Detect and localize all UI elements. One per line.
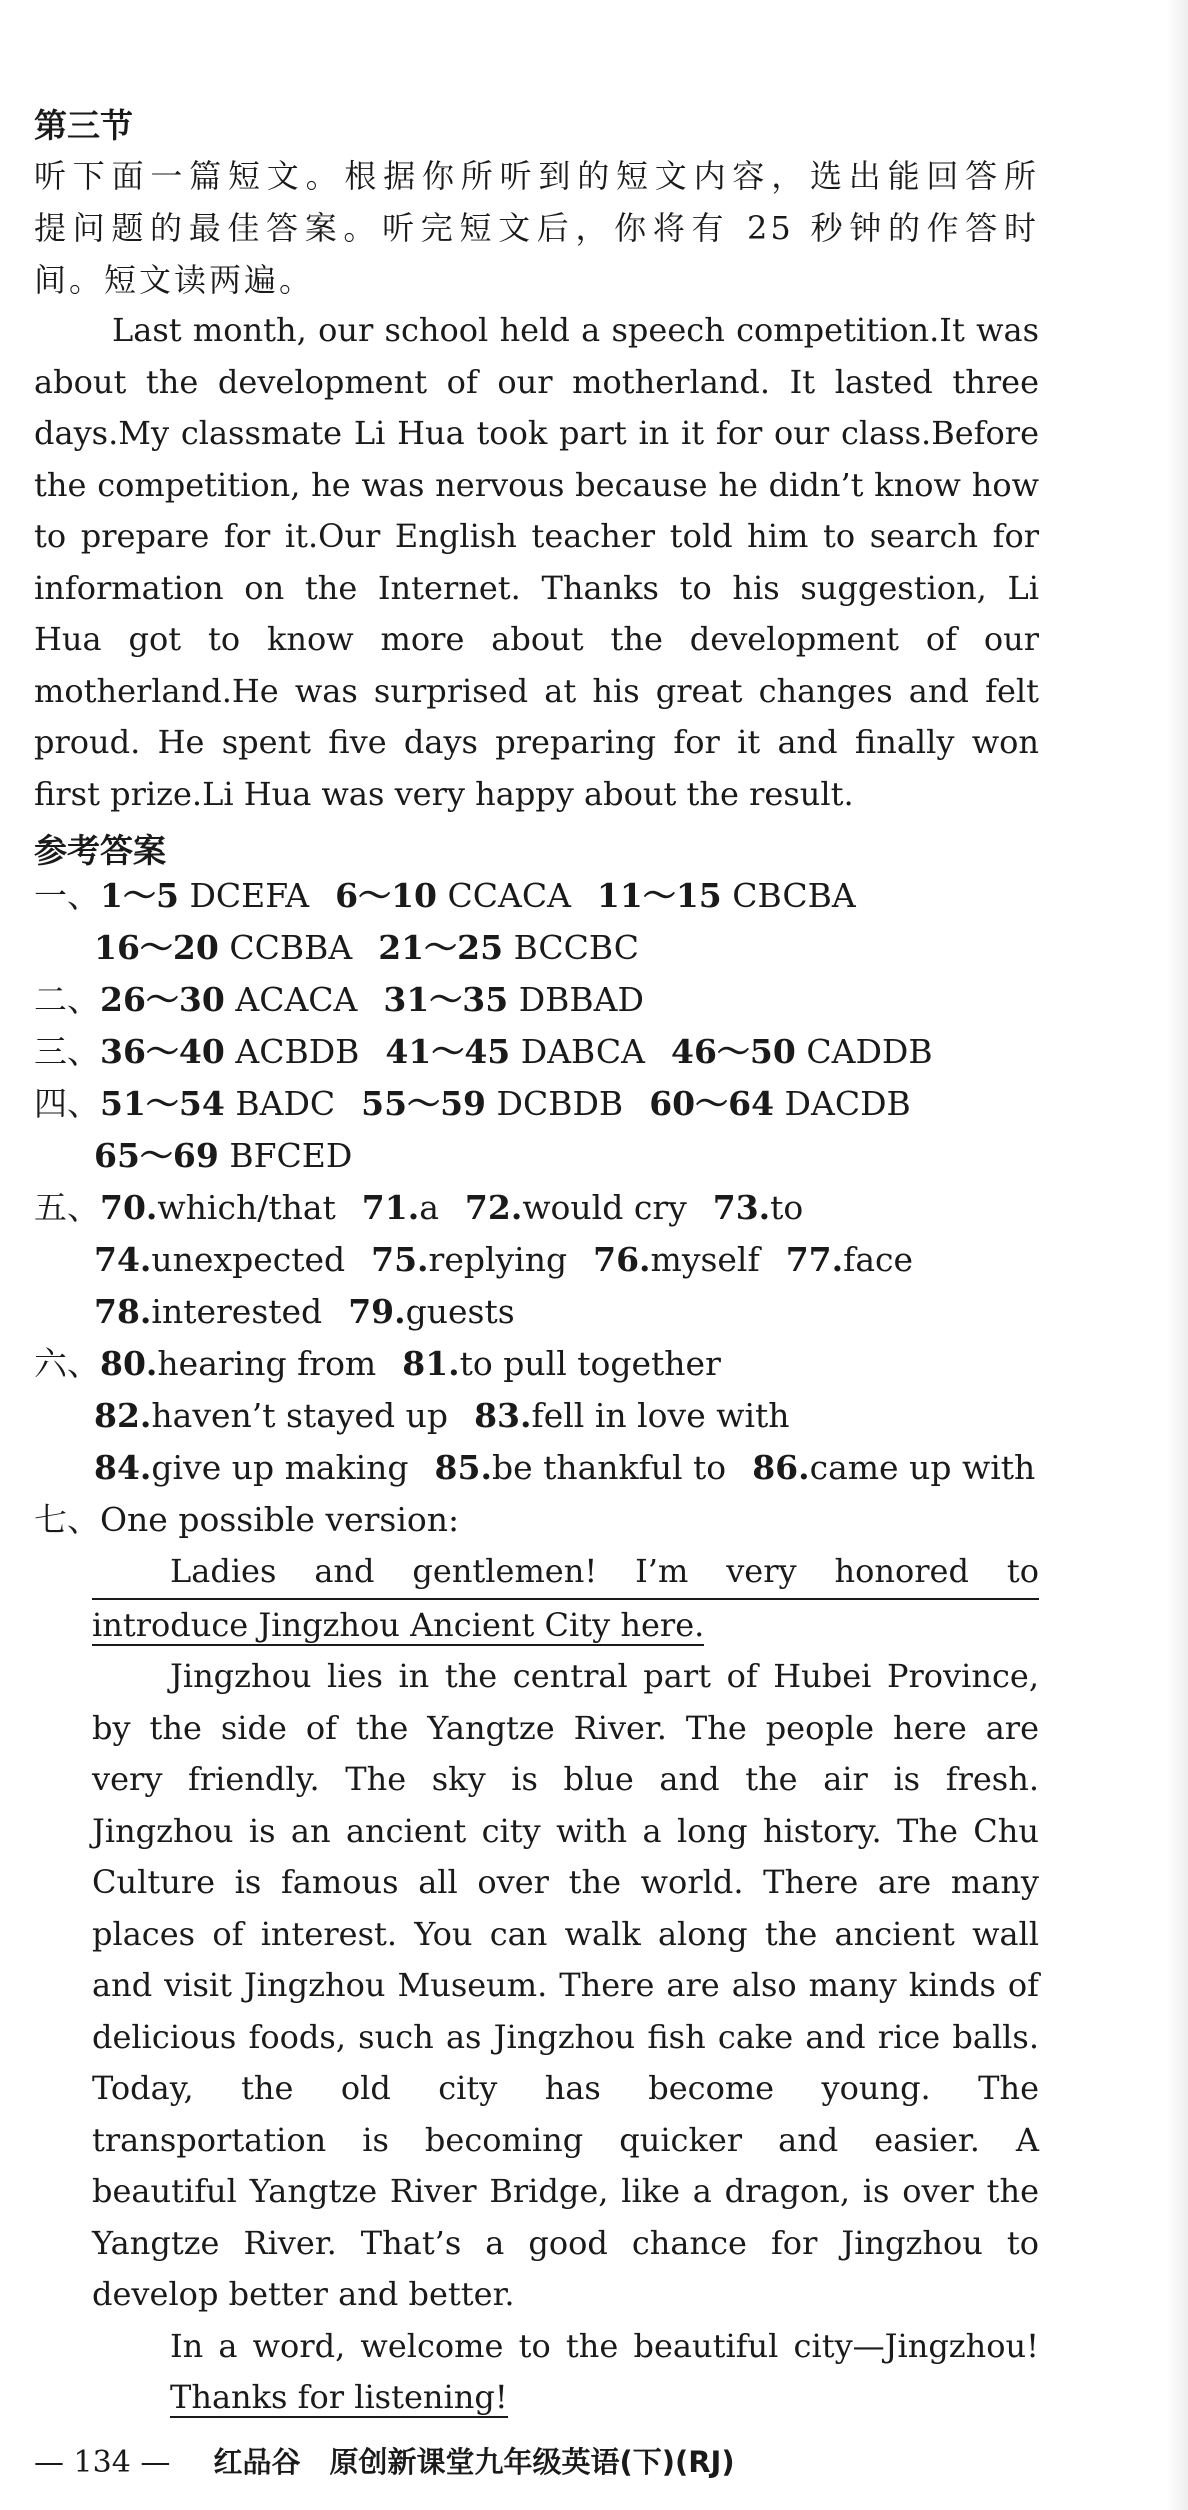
answer-value: DBBAD	[518, 980, 644, 1019]
section-label: 六、	[34, 1344, 100, 1383]
answer-value: fell in love with	[531, 1396, 790, 1435]
page-number: — 134 —	[34, 2445, 171, 2480]
answer-value: BFCED	[229, 1136, 353, 1175]
answer-value: to	[770, 1188, 804, 1227]
section-label: 二、	[34, 980, 100, 1019]
answer-number: 79.	[348, 1292, 406, 1331]
essay-line: very friendly. The sky is blue and the air is fresh.	[92, 1760, 1039, 1798]
answer-number: 83.	[474, 1396, 532, 1435]
instruction-line-3: 间。短文读两遍。	[34, 261, 315, 299]
section-label: 三、	[34, 1032, 100, 1071]
essay-line: Jingzhou lies in the central part of Hubei Province,	[170, 1657, 1039, 1695]
section-label: 五、	[34, 1188, 100, 1227]
answer-number: 26～30	[100, 980, 225, 1019]
section-label: 七、	[34, 1500, 100, 1539]
answer-value: give up making	[151, 1448, 409, 1487]
answer-value: CADDB	[806, 1032, 933, 1071]
answer-value: BCCBC	[513, 928, 640, 967]
answer-number: 21～25	[378, 928, 504, 967]
answer-number: 65～69	[94, 1136, 219, 1175]
answer-number: 76.	[593, 1240, 651, 1279]
answer-number: 60～64	[649, 1084, 775, 1123]
answer-number: 16～20	[94, 928, 219, 967]
answer-value: a	[419, 1188, 439, 1227]
answer-number: 85.	[434, 1448, 492, 1487]
answer-value: CCBBA	[229, 928, 353, 967]
answer-number: 71.	[361, 1188, 420, 1227]
essay-line: beautiful Yangtze River Bridge, like a dragon, is over the	[92, 2172, 1039, 2210]
answer-section-7	[34, 1494, 459, 1546]
answer-number: 86.	[752, 1448, 810, 1487]
passage-line: Hua got to know more about the development of our	[34, 620, 1039, 658]
essay-line: and visit Jingzhou Museum. There are also many kinds of	[92, 1966, 1039, 2004]
answer-number: 1～5	[100, 876, 179, 915]
answer-value: guests	[405, 1292, 515, 1331]
listening-passage	[34, 305, 1039, 820]
essay-line: develop better and better.	[92, 2275, 515, 2313]
essay-closing-line: In a word, welcome to the beautiful city—Jingzhou!	[170, 2326, 1039, 2365]
essay-line: delicious foods, such as Jingzhou fish cake and rice balls.	[92, 2017, 1039, 2056]
passage-line: days.My classmate Li Hua took part in it for our class.Before	[34, 414, 1039, 452]
essay-line: transportation is becoming quicker and easier. A	[92, 2120, 1039, 2159]
answer-number: 11～15	[596, 876, 722, 915]
passage-line: proud. He spent five days preparing for it and finally won	[34, 723, 1039, 761]
answer-number: 51～54	[100, 1084, 225, 1123]
answer-value: DACDB	[784, 1084, 911, 1123]
passage-line: Last month, our school held a speech competition.It was	[112, 311, 1039, 349]
answer-section-5	[34, 1182, 913, 1338]
answer-value: replying	[428, 1240, 568, 1279]
answer-number: 73.	[712, 1188, 771, 1227]
answer-number: 46～50	[671, 1032, 796, 1071]
answer-number: 74.	[94, 1240, 152, 1279]
section-label: 四、	[34, 1084, 100, 1123]
answer-value: came up with	[809, 1448, 1036, 1487]
answer-section-1	[34, 870, 856, 974]
passage-line: information on the Internet. Thanks to his suggestion, Li	[34, 568, 1039, 607]
answer-section-2	[34, 974, 644, 1026]
passage-line: the competition, he was nervous because he didn’t know how	[34, 465, 1039, 504]
answer-value: interested	[151, 1292, 323, 1331]
answer-number: 6～10	[335, 876, 437, 915]
instruction-line-2: 提问题的最佳答案。听完短文后，你将有 25 秒钟的作答时	[34, 209, 1039, 247]
passage-line: motherland.He was surprised at his great changes and felt	[34, 671, 1039, 710]
answer-value: ACACA	[235, 980, 358, 1019]
essay-line: by the side of the Yangtze River. The people here are	[92, 1708, 1039, 1747]
answer-value: ACBDB	[235, 1032, 360, 1071]
answer-number: 70.	[100, 1188, 158, 1227]
answer-value: be thankful to	[491, 1448, 727, 1487]
answer-value: hearing from	[157, 1344, 377, 1383]
passage-line: to prepare for it.Our English teacher told him to search for	[34, 517, 1039, 555]
answer-value: would cry	[522, 1188, 687, 1227]
sample-essay	[92, 1546, 1039, 2424]
page-edge-shadow	[1166, 0, 1188, 2510]
essay-opening-line: Ladies and gentlemen! I’m very honored to	[92, 1546, 1039, 1600]
answer-value: DABCA	[520, 1032, 645, 1071]
answer-number: 80.	[100, 1344, 158, 1383]
passage-line: first prize.Li Hua was very happy about the result.	[34, 774, 854, 813]
answer-value: CBCBA	[732, 876, 856, 915]
answer-value: DCEFA	[189, 876, 310, 915]
instruction-line-1: 听下面一篇短文。根据你所听到的短文内容，选出能回答所	[34, 157, 1039, 195]
answer-value: CCACA	[447, 876, 571, 915]
answer-section-4	[34, 1078, 911, 1182]
essay-line: places of interest. You can walk along the ancient wall	[92, 1914, 1039, 1953]
answer-number: 78.	[94, 1292, 152, 1331]
answer-section-3	[34, 1026, 933, 1078]
answer-value: DCBDB	[496, 1084, 624, 1123]
answer-number: 41～45	[385, 1032, 511, 1071]
answer-number: 36～40	[100, 1032, 225, 1071]
answer-key-title: 参考答案	[34, 831, 166, 870]
page-footer	[34, 2440, 735, 2481]
answer-number: 84.	[94, 1448, 152, 1487]
section-label: 一、	[34, 876, 100, 915]
answer-value: myself	[650, 1240, 760, 1279]
section-7-intro: One possible version:	[100, 1500, 460, 1539]
answer-value: haven’t stayed up	[151, 1396, 449, 1435]
answer-number: 72.	[464, 1188, 523, 1227]
essay-line: Culture is famous all over the world. There are many	[92, 1863, 1039, 1901]
answer-section-6	[34, 1338, 1035, 1494]
answer-value: face	[843, 1240, 914, 1279]
answer-value: which/that	[157, 1188, 336, 1227]
answer-number: 77.	[785, 1240, 844, 1279]
answer-value: BADC	[235, 1084, 336, 1123]
answer-number: 55～59	[361, 1084, 487, 1123]
essay-line: Today, the old city has become young. The	[92, 2069, 1039, 2107]
essay-thanks-line: Thanks for listening!	[170, 2378, 508, 2416]
answer-number: 81.	[402, 1344, 460, 1383]
answer-number: 31～35	[383, 980, 509, 1019]
answer-value: unexpected	[151, 1240, 346, 1279]
answer-number: 75.	[371, 1240, 429, 1279]
answer-number: 82.	[94, 1396, 152, 1435]
essay-line: Jingzhou is an ancient city with a long history. The Chu	[92, 1811, 1039, 1850]
answer-value: to pull together	[459, 1344, 721, 1383]
essay-line: Yangtze River. That’s a good chance for Jingzhou to	[92, 2223, 1039, 2262]
essay-opening-line: introduce Jingzhou Ancient City here.	[92, 1605, 705, 1644]
passage-line: about the development of our motherland. It lasted three	[34, 362, 1039, 401]
section-title: 第三节	[34, 106, 133, 145]
book-title: 红品谷 原创新课堂九年级英语(下)(RJ)	[213, 2445, 735, 2479]
